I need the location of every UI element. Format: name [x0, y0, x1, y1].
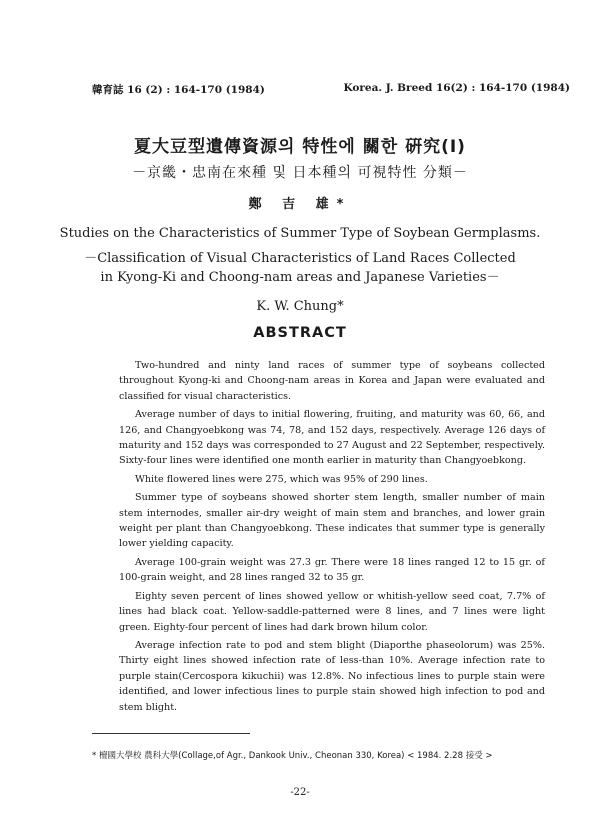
abstract-paragraph: White flowered lines were 275, which was 95% of 290 lines. — [135, 473, 428, 485]
abstract-paragraph: Average infection rate to pod and stem blight (Diaporthe phaseolorum) was 25%. Thirty eight lines showed infection rate of less-than 10%. Average infection rate to purple stain(Cercospora kikuchii) was 12.8%. No infectious lines to purple stain were identified, and lower infectious lines to purple stain showed high infection to pod and stem blight. — [119, 639, 545, 713]
abstract-heading: ABSTRACT — [253, 325, 347, 341]
footnote-divider — [92, 733, 250, 734]
english-author: K. W. Chung* — [256, 299, 344, 314]
abstract-paragraph: Two-hundred and ninty land races of summer type of soybeans collected throughout Kyong-ki and Choong-nam areas in Korea and Japan were evaluated and classified for visual characteristics. — [119, 360, 545, 402]
journal-header-english: Korea. J. Breed 16(2) : 164-170 (1984) — [343, 82, 570, 94]
abstract-paragraph: Summer type of soybeans showed shorter stem length, smaller number of main stem internodes, smaller air-dry weight of main stem and branches, and lower grain weight per plant than Changyoebkong. These indicates that summer type is generally lower yielding capacity. — [119, 492, 545, 550]
abstract-paragraph: Average 100-grain weight was 27.3 gr. There were 18 lines ranged 12 to 15 gr. of 100-grain weight, and 28 lines ranged 32 to 35 gr. — [119, 556, 545, 584]
page-number: -22- — [290, 787, 310, 798]
english-title: Studies on the Characteristics of Summer Type of Soybean Germplasms. — [59, 226, 541, 241]
english-subtitle: －Classification of Visual Characteristics of Land Races Collected in Kyong-Ki and Choong-nam areas and Japanese Varieties－ — [84, 251, 516, 285]
korean-title: 夏大豆型遺傳資源의 特性에 關한 硏究(Ⅰ) — [134, 137, 466, 157]
korean-author: 鄭 吉 雄* — [248, 197, 352, 212]
abstract-paragraph: Eighty seven percent of lines showed yellow or whitish-yellow seed coat, 7.7% of lines had black coat. Yellow-saddle-patterned were 8 lines, and 7 lines were light green. Eighty-four percent of lines had dark brown hilum color. — [119, 590, 545, 633]
affiliation-footnote: * 檀國大學校 農科大學(Collage,of Agr., Dankook Univ., Cheonan 330, Korea) < 1984. 2.28 接受 > — [92, 751, 493, 761]
journal-header-korean: 韓育誌 16 (2) : 164-170 (1984) — [92, 84, 265, 96]
abstract-paragraph: Average number of days to initial flowering, fruiting, and maturity was 60, 66, and 126, and Changyoebkong was 74, 78, and 152 days, respectively. Average 126 days of maturity and 152 days was corresponded to 27 August and 22 September, respectively. Sixty-four lines were identified one month earlier in maturity than Changyoebkong. — [119, 409, 545, 467]
abstract-body — [119, 358, 545, 718]
korean-subtitle: －京畿・忠南在來種 및 日本種의 可視特性 分類－ — [132, 165, 468, 181]
